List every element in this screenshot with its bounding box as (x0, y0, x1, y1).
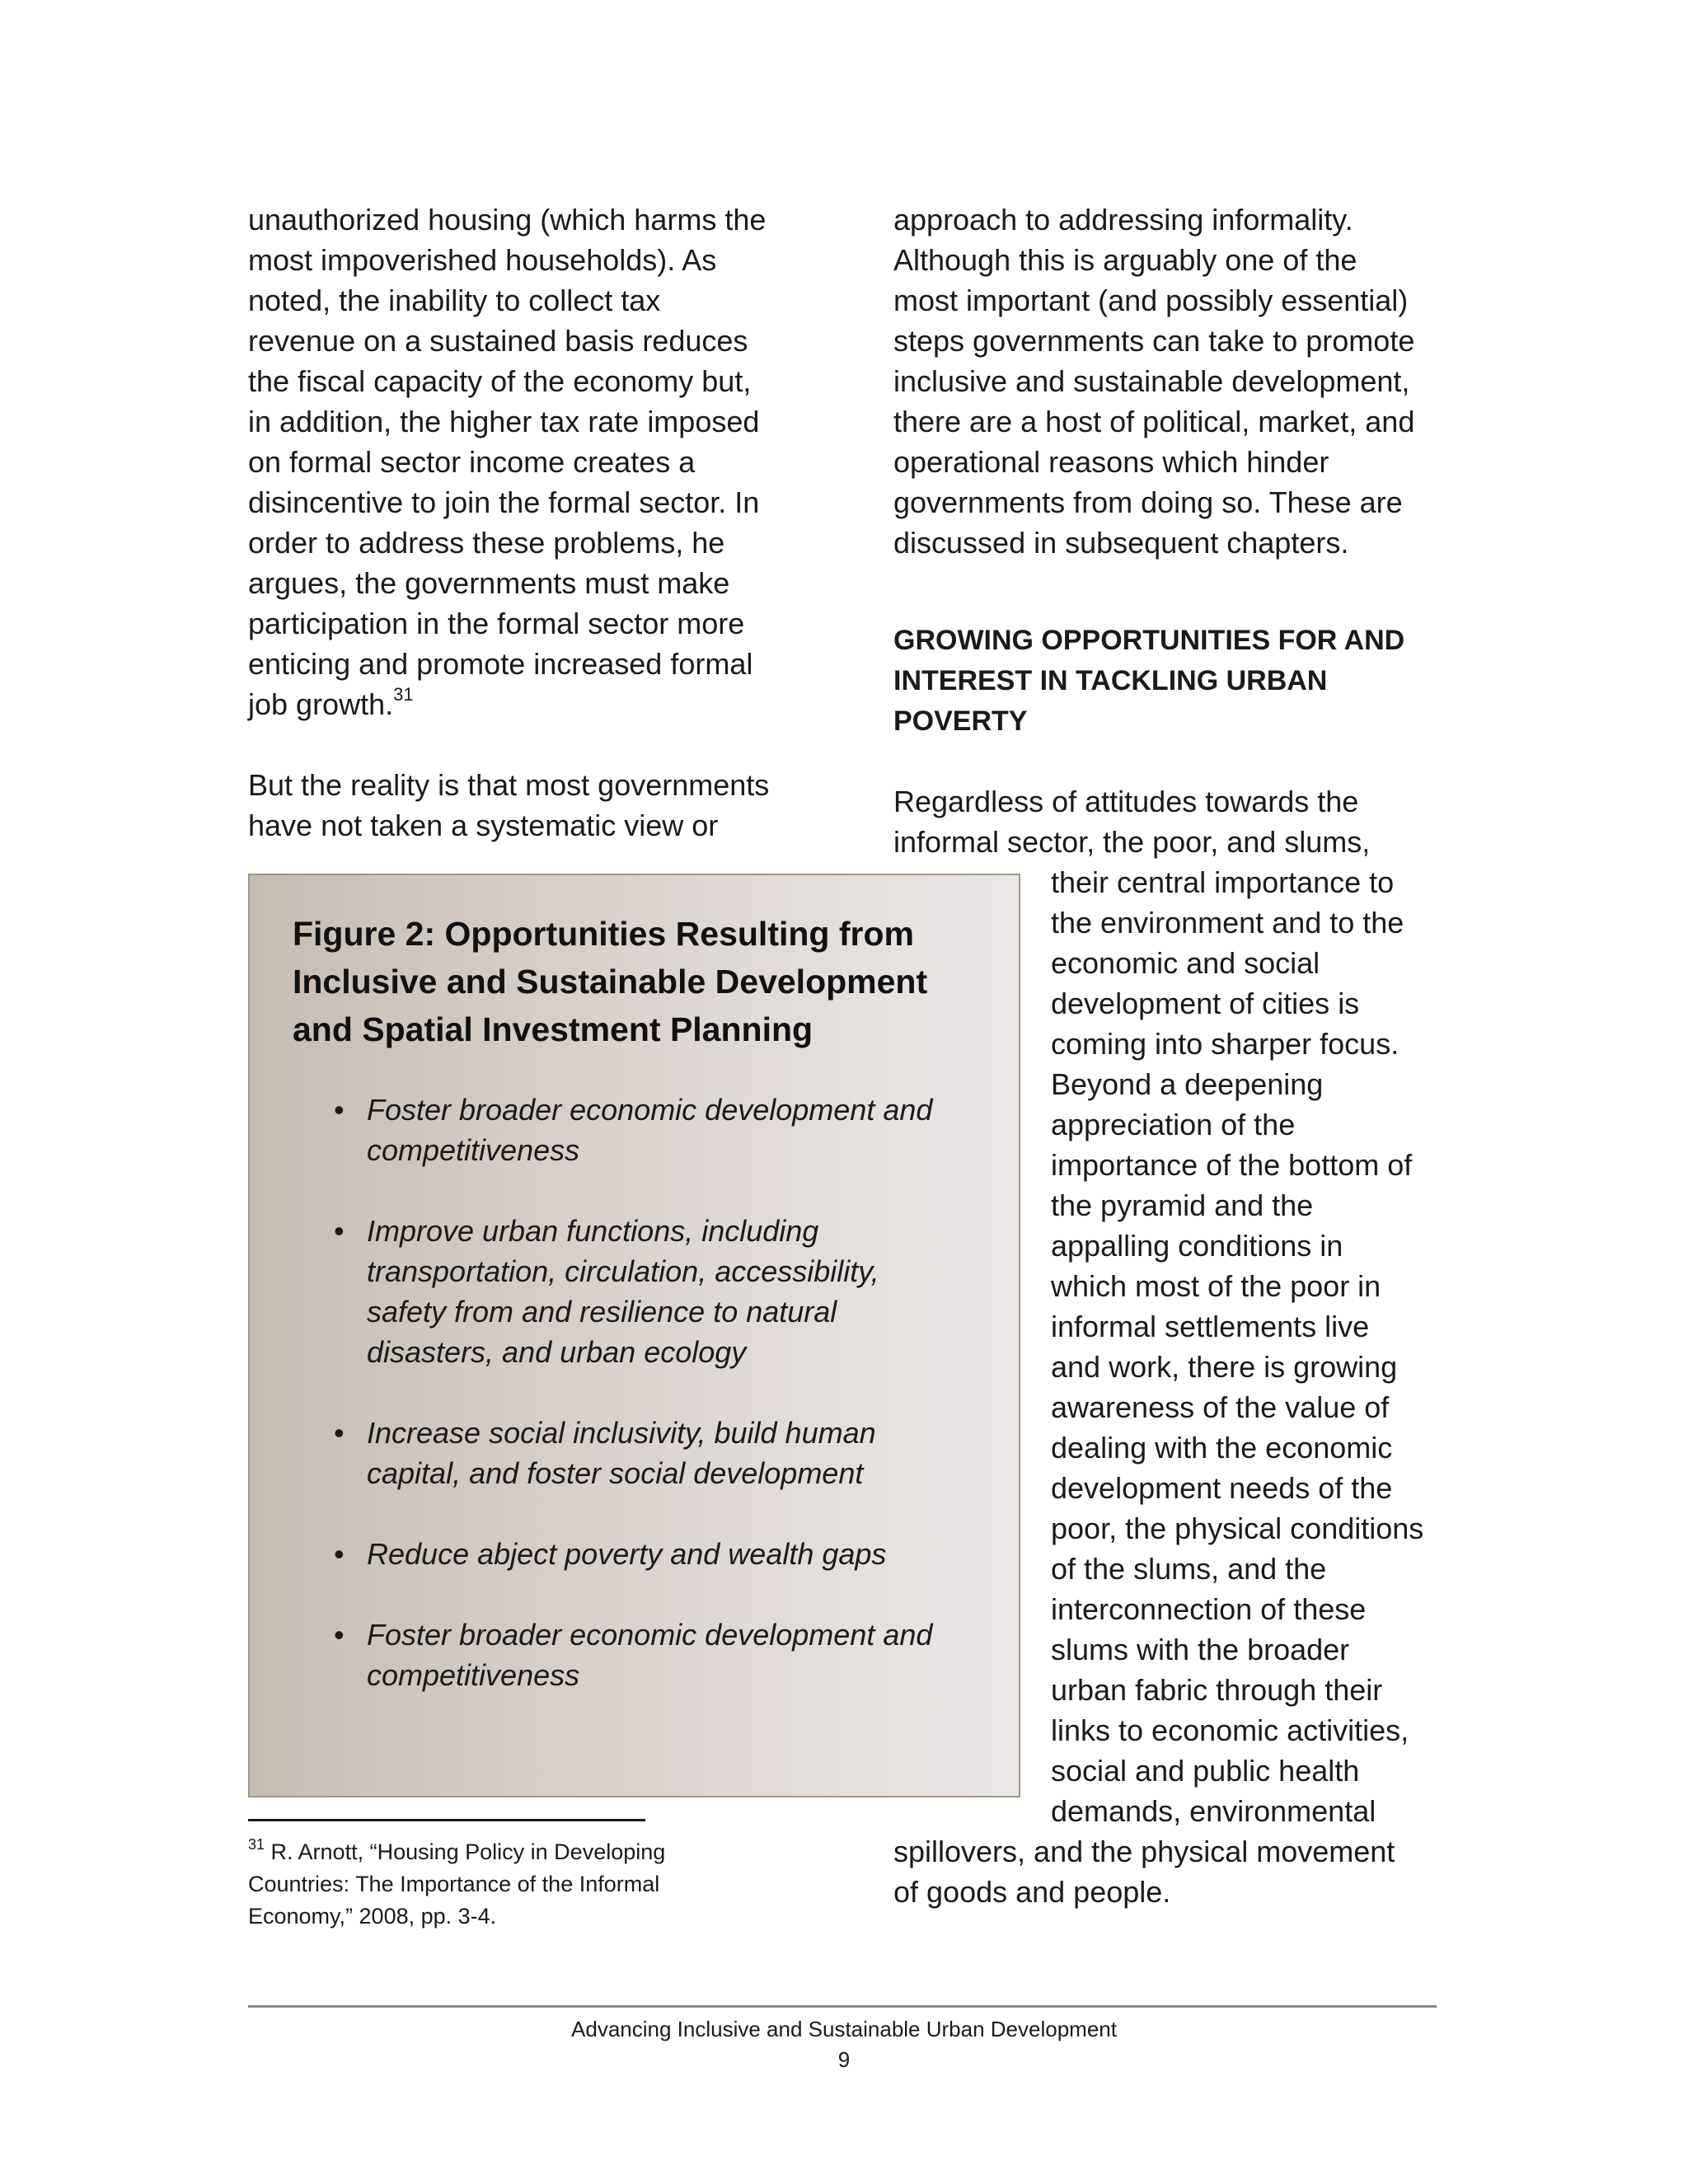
bullet-icon: • (334, 1093, 345, 1127)
page-number: 9 (837, 2047, 851, 2072)
footnote-number: 31 (248, 1836, 265, 1853)
text-line: steps governments can take to promote (893, 324, 1415, 358)
text-line: dealing with the economic (1051, 1431, 1393, 1465)
bullet-text-line: disasters, and urban ecology (367, 1335, 747, 1369)
bullet-icon: • (334, 1618, 345, 1652)
heading-line: POVERTY (893, 705, 1028, 737)
footnote-divider (248, 1819, 645, 1821)
text-line: importance of the bottom of (1051, 1148, 1413, 1182)
section-heading (893, 621, 1404, 742)
heading-line: INTEREST IN TACKLING URBAN (893, 665, 1328, 696)
text-line (248, 684, 825, 724)
text-line: and work, there is growing (1051, 1350, 1398, 1384)
text-fragment: R. Arnott, “Housing Policy in Developing (265, 1840, 666, 1864)
text-line: development needs of the (1051, 1471, 1393, 1505)
text-line: interconnection of these (1051, 1592, 1367, 1626)
text-line: appreciation of the (1051, 1108, 1296, 1141)
text-line: poor, the physical conditions (1051, 1511, 1424, 1545)
text-line: inclusive and sustainable development, (893, 364, 1410, 398)
text-line: Although this is arguably one of the (893, 243, 1357, 277)
text-line: governments from doing so. These are (893, 485, 1403, 519)
footnote-line (248, 1836, 665, 1868)
bullet-text-line: Increase social inclusivity, build human (367, 1416, 876, 1450)
heading-line: GROWING OPPORTUNITIES FOR AND (893, 625, 1405, 656)
figure-title-line: Inclusive and Sustainable Development (293, 963, 928, 1001)
left-paragraph-2 (248, 765, 825, 846)
text-line: awareness of the value of (1051, 1390, 1390, 1424)
bullet-icon: • (334, 1214, 345, 1248)
footnote (248, 1836, 665, 1933)
text-line: there are a host of political, market, and (893, 405, 1415, 438)
text-line: But the reality is that most governments (248, 768, 770, 802)
figure-bullet-item (293, 1413, 1001, 1493)
bullet-text-line: safety from and resilience to natural (367, 1295, 837, 1329)
text-line: approach to addressing informality. (893, 203, 1353, 237)
figure-bullet-item (293, 1534, 1001, 1574)
text-line: participation in the formal sector more (248, 607, 745, 640)
text-line: the environment and to the (1051, 906, 1404, 940)
text-line: unauthorized housing (which harms the (248, 203, 767, 237)
text-line: of goods and people. (893, 1875, 1171, 1909)
text-line: disincentive to join the formal sector. In (248, 485, 760, 519)
text-line: order to address these problems, he (248, 526, 725, 560)
text-line: argues, the governments must make (248, 566, 730, 600)
figure-bullet-list (293, 1090, 1001, 1736)
text-line: most impoverished households). As (248, 243, 717, 277)
footnote-line: Economy,” 2008, pp. 3-4. (248, 1904, 497, 1929)
text-line: the pyramid and the (1051, 1188, 1314, 1222)
left-column (248, 199, 825, 846)
left-paragraph-1 (248, 199, 825, 724)
text-line: which most of the poor in (1051, 1269, 1381, 1303)
text-line: operational reasons which hinder (893, 445, 1329, 479)
bullet-text-line: competitiveness (367, 1133, 580, 1167)
bullet-text-line: Foster broader economic development and (367, 1618, 933, 1652)
footnote-reference[interactable]: 31 (393, 684, 414, 705)
text-line: noted, the inability to collect tax (248, 284, 661, 317)
text-line: on formal sector income creates a (248, 445, 696, 479)
text-line: coming into sharper focus. (1051, 1027, 1400, 1061)
text-line: development of cities is (1051, 987, 1360, 1020)
text-line: Regardless of attitudes towards the (893, 785, 1359, 818)
text-line: Beyond a deepening (1051, 1067, 1324, 1101)
text-line: informal sector, the poor, and slums, (893, 825, 1371, 859)
footer-title: Advancing Inclusive and Sustainable Urban Development (571, 2017, 1117, 2041)
figure-title-line: Figure 2: Opportunities Resulting from (293, 915, 914, 953)
text-line: discussed in subsequent chapters. (893, 526, 1349, 560)
text-line: revenue on a sustained basis reduces (248, 324, 748, 358)
bullet-icon: • (334, 1416, 345, 1450)
text-line: appalling conditions in (1051, 1229, 1343, 1263)
right-paragraph-1 (893, 199, 1470, 563)
text-line: social and public health (1051, 1754, 1360, 1788)
bullet-text-line: capital, and foster social development (367, 1456, 864, 1490)
right-column-top (893, 199, 1470, 563)
text-line: their central importance to (1051, 865, 1395, 899)
figure-bullet-item (293, 1211, 1001, 1372)
bullet-icon: • (334, 1537, 345, 1571)
text-line: the fiscal capacity of the economy but, (248, 364, 752, 398)
figure-bullet-item (293, 1615, 1001, 1695)
text-line: most important (and possibly essential) (893, 284, 1409, 317)
text-line: enticing and promote increased formal (248, 647, 753, 681)
bullet-text-line: competitiveness (367, 1658, 580, 1692)
bullet-text-line: Foster broader economic development and (367, 1093, 933, 1127)
bullet-text-line: transportation, circulation, accessibility, (367, 1254, 879, 1288)
text-line: economic and social (1051, 946, 1320, 980)
figure-box (248, 874, 1020, 1797)
footnote-line: Countries: The Importance of the Informal (248, 1872, 660, 1896)
figure-title (293, 910, 927, 1053)
text-line: have not taken a systematic view or (248, 808, 719, 842)
text-line: of the slums, and the (1051, 1552, 1327, 1586)
footer-divider (248, 2005, 1437, 2008)
figure-title-line: and Spatial Investment Planning (293, 1010, 814, 1048)
text-line: slums with the broader (1051, 1633, 1350, 1666)
text-line: links to economic activities, (1051, 1713, 1409, 1747)
figure-bullet-item (293, 1090, 1001, 1170)
text-line: informal settlements live (1051, 1310, 1370, 1343)
text-fragment: job growth. (248, 687, 394, 721)
text-line: urban fabric through their (1051, 1673, 1383, 1707)
text-line: spillovers, and the physical movement (893, 1835, 1395, 1868)
bullet-text-line: Reduce abject poverty and wealth gaps (367, 1537, 887, 1571)
text-line: demands, environmental (1051, 1794, 1376, 1828)
text-line: in addition, the higher tax rate imposed (248, 405, 760, 438)
bullet-text-line: Improve urban functions, including (367, 1214, 819, 1248)
